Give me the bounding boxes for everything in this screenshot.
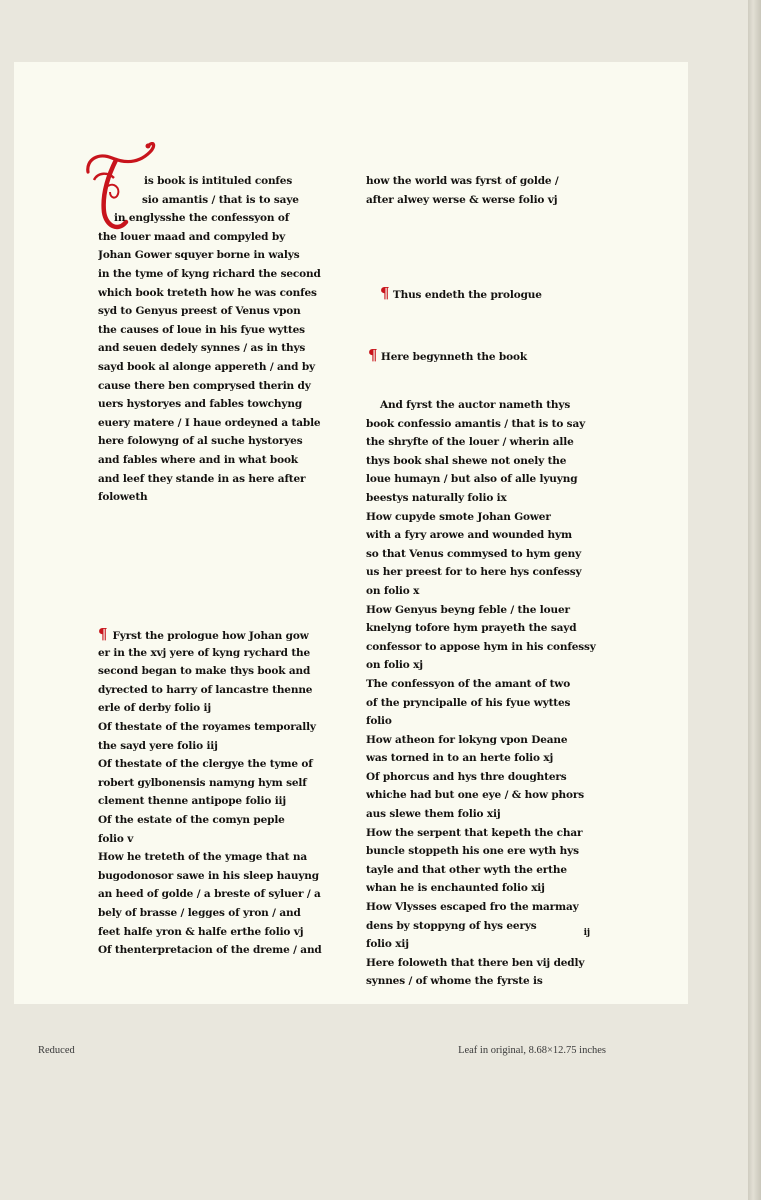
- text-line: [98, 377, 340, 396]
- line-text: in englysshe the confessyon of: [114, 212, 290, 225]
- text-line: [366, 563, 604, 582]
- text-line: [366, 638, 604, 657]
- text-line: [98, 792, 340, 811]
- text-line: [366, 415, 604, 434]
- line-text: whiche had but one eye / & how phors: [366, 789, 585, 802]
- line-text: sayd book al alonge appereth / and by: [98, 360, 315, 373]
- line-text: Here foloweth that there ben vij dedly: [366, 956, 585, 969]
- line-text: How Vlysses escaped fro the marmay: [366, 901, 579, 914]
- book-begins-line: [366, 346, 604, 365]
- line-text: syd to Genyus preest of Venus vpon: [98, 305, 301, 318]
- line-text: the shryfte of the louer / wherin alle: [366, 436, 574, 449]
- text-line: [98, 191, 340, 210]
- text-line: [98, 358, 340, 377]
- line-text: the sayd yere folio iij: [98, 739, 218, 752]
- line-text: of the pryncipalle of his fyue wyttes: [366, 696, 571, 709]
- line-text: uers hystoryes and fables towchyng: [98, 398, 303, 411]
- line-text: bely of brasse / legges of yron / and: [98, 906, 301, 919]
- text-line: [98, 414, 340, 433]
- line-text: aus slewe them folio xij: [366, 808, 501, 821]
- table-of-contents-right: [366, 396, 604, 991]
- line-text: folio v: [98, 832, 134, 845]
- text-line: [366, 433, 604, 452]
- line-text: sio amantis / that is to saye: [142, 193, 299, 206]
- text-line: [366, 396, 604, 415]
- caption-leaf-size: Leaf in original, 8.68×12.75 inches: [458, 1045, 606, 1056]
- text-line: [366, 842, 604, 861]
- line-text: which book treteth how he was confes: [98, 286, 317, 299]
- line-text: Of thenterpretacion of the dreme / and: [98, 944, 322, 957]
- facsimile-plate: [14, 62, 688, 1056]
- line-text: with a fyry arowe and wounded hym: [366, 529, 572, 542]
- line-text: whan he is enchaunted folio xij: [366, 882, 545, 895]
- line-text: how the world was fyrst of golde /: [366, 175, 559, 187]
- line-text: bugodonosor sawe in his sleep hauyng: [98, 869, 319, 882]
- line-text: er in the xvj yere of kyng rychard the: [98, 646, 311, 659]
- line-text: foloweth: [98, 491, 148, 504]
- text-line: [98, 470, 340, 489]
- text-line: [98, 718, 340, 737]
- line-text: so that Venus commysed to hym geny: [366, 547, 582, 560]
- line-text: and leef they stande in as here after: [98, 472, 306, 485]
- prologue-end-text: Thus endeth the prologue: [392, 289, 542, 301]
- line-text: dyrected to harry of lancastre thenne: [98, 683, 313, 696]
- text-line: [366, 824, 604, 843]
- text-line: [98, 699, 340, 718]
- line-text: The confessyon of the amant of two: [366, 677, 571, 690]
- line-text: Johan Gower squyer borne in walys: [98, 249, 300, 262]
- line-text: here folowyng of al suche hystoryes: [98, 435, 303, 448]
- line-text: the louer maad and compyled by: [98, 230, 286, 243]
- text-line: [366, 452, 604, 471]
- text-line: [98, 246, 340, 265]
- text-line: [366, 470, 604, 489]
- line-text: dens by stoppyng of hys eerys: [366, 919, 537, 932]
- text-line: [366, 917, 604, 936]
- text-line: [366, 768, 604, 787]
- line-text: book confessio amantis / that is to say: [366, 417, 586, 430]
- text-line: [98, 284, 340, 303]
- book-begins-text: Here begynneth the book: [380, 351, 527, 363]
- text-line: [366, 619, 604, 638]
- text-line: [366, 545, 604, 564]
- signature-mark: ij: [583, 928, 590, 938]
- text-line: [98, 302, 340, 321]
- line-text: feet halfe yron & halfe erthe folio vj: [98, 925, 304, 938]
- line-text: cause there ben comprysed therin dy: [98, 379, 311, 392]
- line-text: Of the estate of the comyn peple: [98, 813, 285, 826]
- text-line: [366, 489, 604, 508]
- line-text: folio: [366, 715, 392, 728]
- line-text: in the tyme of kyng richard the second: [98, 267, 321, 280]
- line-text: synnes / of whome the fyrste is: [366, 975, 543, 988]
- text-line: [366, 898, 604, 917]
- line-text: How cupyde smote Johan Gower: [366, 510, 551, 523]
- line-text: How the serpent that kepeth the char: [366, 826, 583, 839]
- text-line: [98, 432, 340, 451]
- text-line: [366, 694, 604, 713]
- line-text: an heed of golde / a breste of syluer / a: [98, 888, 321, 901]
- line-text: How atheon for lokyng vpon Deane: [366, 733, 568, 746]
- line-text: And fyrst the auctor nameth thys: [380, 399, 571, 411]
- text-line: [98, 774, 340, 793]
- pilcrow-mark-icon: ¶: [98, 625, 113, 643]
- line-text: Of phorcus and hys thre doughters: [366, 770, 567, 783]
- text-line: [366, 731, 604, 750]
- continuation-lines: [366, 172, 604, 209]
- line-text: thys book shal shewe not onely the: [366, 454, 567, 467]
- text-line: [366, 935, 604, 954]
- line-text: confessor to appose hym in his confessy: [366, 640, 596, 653]
- text-line: [98, 904, 340, 923]
- line-text: is book is intituled confes: [144, 175, 293, 187]
- text-line: [98, 941, 340, 960]
- line-text: tayle and that other wyth the erthe: [366, 863, 567, 876]
- line-text: was torned in to an herte folio xj: [366, 752, 554, 765]
- line-text: clement thenne antipope folio iij: [98, 795, 287, 808]
- line-text: us her preest for to here hys confessy: [366, 566, 582, 579]
- text-line: [98, 848, 340, 867]
- text-line: [98, 451, 340, 470]
- text-line: [98, 228, 340, 247]
- text-line: [366, 954, 604, 973]
- text-line: [98, 662, 340, 681]
- line-text: loue humayn / but also of alle lyuyng: [366, 473, 578, 486]
- page-edge: [748, 0, 761, 1200]
- text-line: [366, 861, 604, 880]
- pilcrow-mark-icon: ¶: [380, 284, 390, 302]
- text-line: [366, 675, 604, 694]
- line-text: knelyng tofore hym prayeth the sayd: [366, 622, 577, 635]
- line-text: Of thestate of the royames temporally: [98, 720, 316, 733]
- text-line: [98, 811, 340, 830]
- line-text: beestys naturally folio ix: [366, 491, 507, 504]
- text-line: [98, 681, 340, 700]
- text-line: [366, 172, 604, 191]
- text-line: [366, 656, 604, 675]
- text-line: [366, 191, 604, 210]
- text-line: [98, 488, 340, 507]
- line-text: and fables where and in what book: [98, 453, 298, 466]
- text-line: [366, 805, 604, 824]
- text-line: [366, 972, 604, 991]
- text-line: [98, 625, 340, 644]
- line-text: after alwey werse & werse folio vj: [366, 193, 558, 206]
- line-text: on folio x: [366, 584, 420, 597]
- intro-paragraph: [98, 172, 340, 507]
- text-line: [98, 830, 340, 849]
- line-text: Fyrst the prologue how Johan gow: [112, 630, 309, 642]
- text-line: [98, 321, 340, 340]
- text-line: [98, 755, 340, 774]
- text-line: [98, 923, 340, 942]
- text-line: [98, 395, 340, 414]
- line-text: euery matere / I haue ordeyned a table: [98, 416, 321, 429]
- line-text: and seuen dedely synnes / as in thys: [98, 342, 306, 355]
- book-leaf: [78, 172, 622, 988]
- pilcrow-mark-icon: ¶: [368, 346, 378, 364]
- line-text: the causes of loue in his fyue wyttes: [98, 323, 305, 336]
- line-text: How he treteth of the ymage that na: [98, 851, 307, 864]
- text-line: [366, 601, 604, 620]
- text-line: [366, 786, 604, 805]
- text-line: [98, 737, 340, 756]
- text-line: [98, 644, 340, 663]
- text-line: [366, 508, 604, 527]
- text-line: [366, 582, 604, 601]
- text-line: [366, 879, 604, 898]
- text-line: [98, 172, 340, 191]
- line-text: folio xij: [366, 938, 409, 951]
- line-text: on folio xj: [366, 659, 423, 672]
- line-text: robert gylbonensis namyng hym self: [98, 776, 307, 789]
- prologue-end-line: [366, 284, 604, 303]
- table-of-contents-left: [98, 625, 340, 960]
- line-text: buncle stoppeth his one ere wyth hys: [366, 845, 579, 858]
- text-line: [98, 339, 340, 358]
- text-line: [98, 209, 340, 228]
- text-line: [98, 885, 340, 904]
- text-line: [366, 749, 604, 768]
- line-text: Of thestate of the clergye the tyme of: [98, 758, 313, 771]
- text-line: [98, 867, 340, 886]
- line-text: second began to make thys book and: [98, 665, 311, 678]
- caption-reduced: Reduced: [38, 1045, 75, 1056]
- line-text: erle of derby folio ij: [98, 702, 212, 715]
- text-line: [366, 712, 604, 731]
- text-line: [366, 526, 604, 545]
- text-line: [98, 265, 340, 284]
- line-text: How Genyus beyng feble / the louer: [366, 603, 570, 616]
